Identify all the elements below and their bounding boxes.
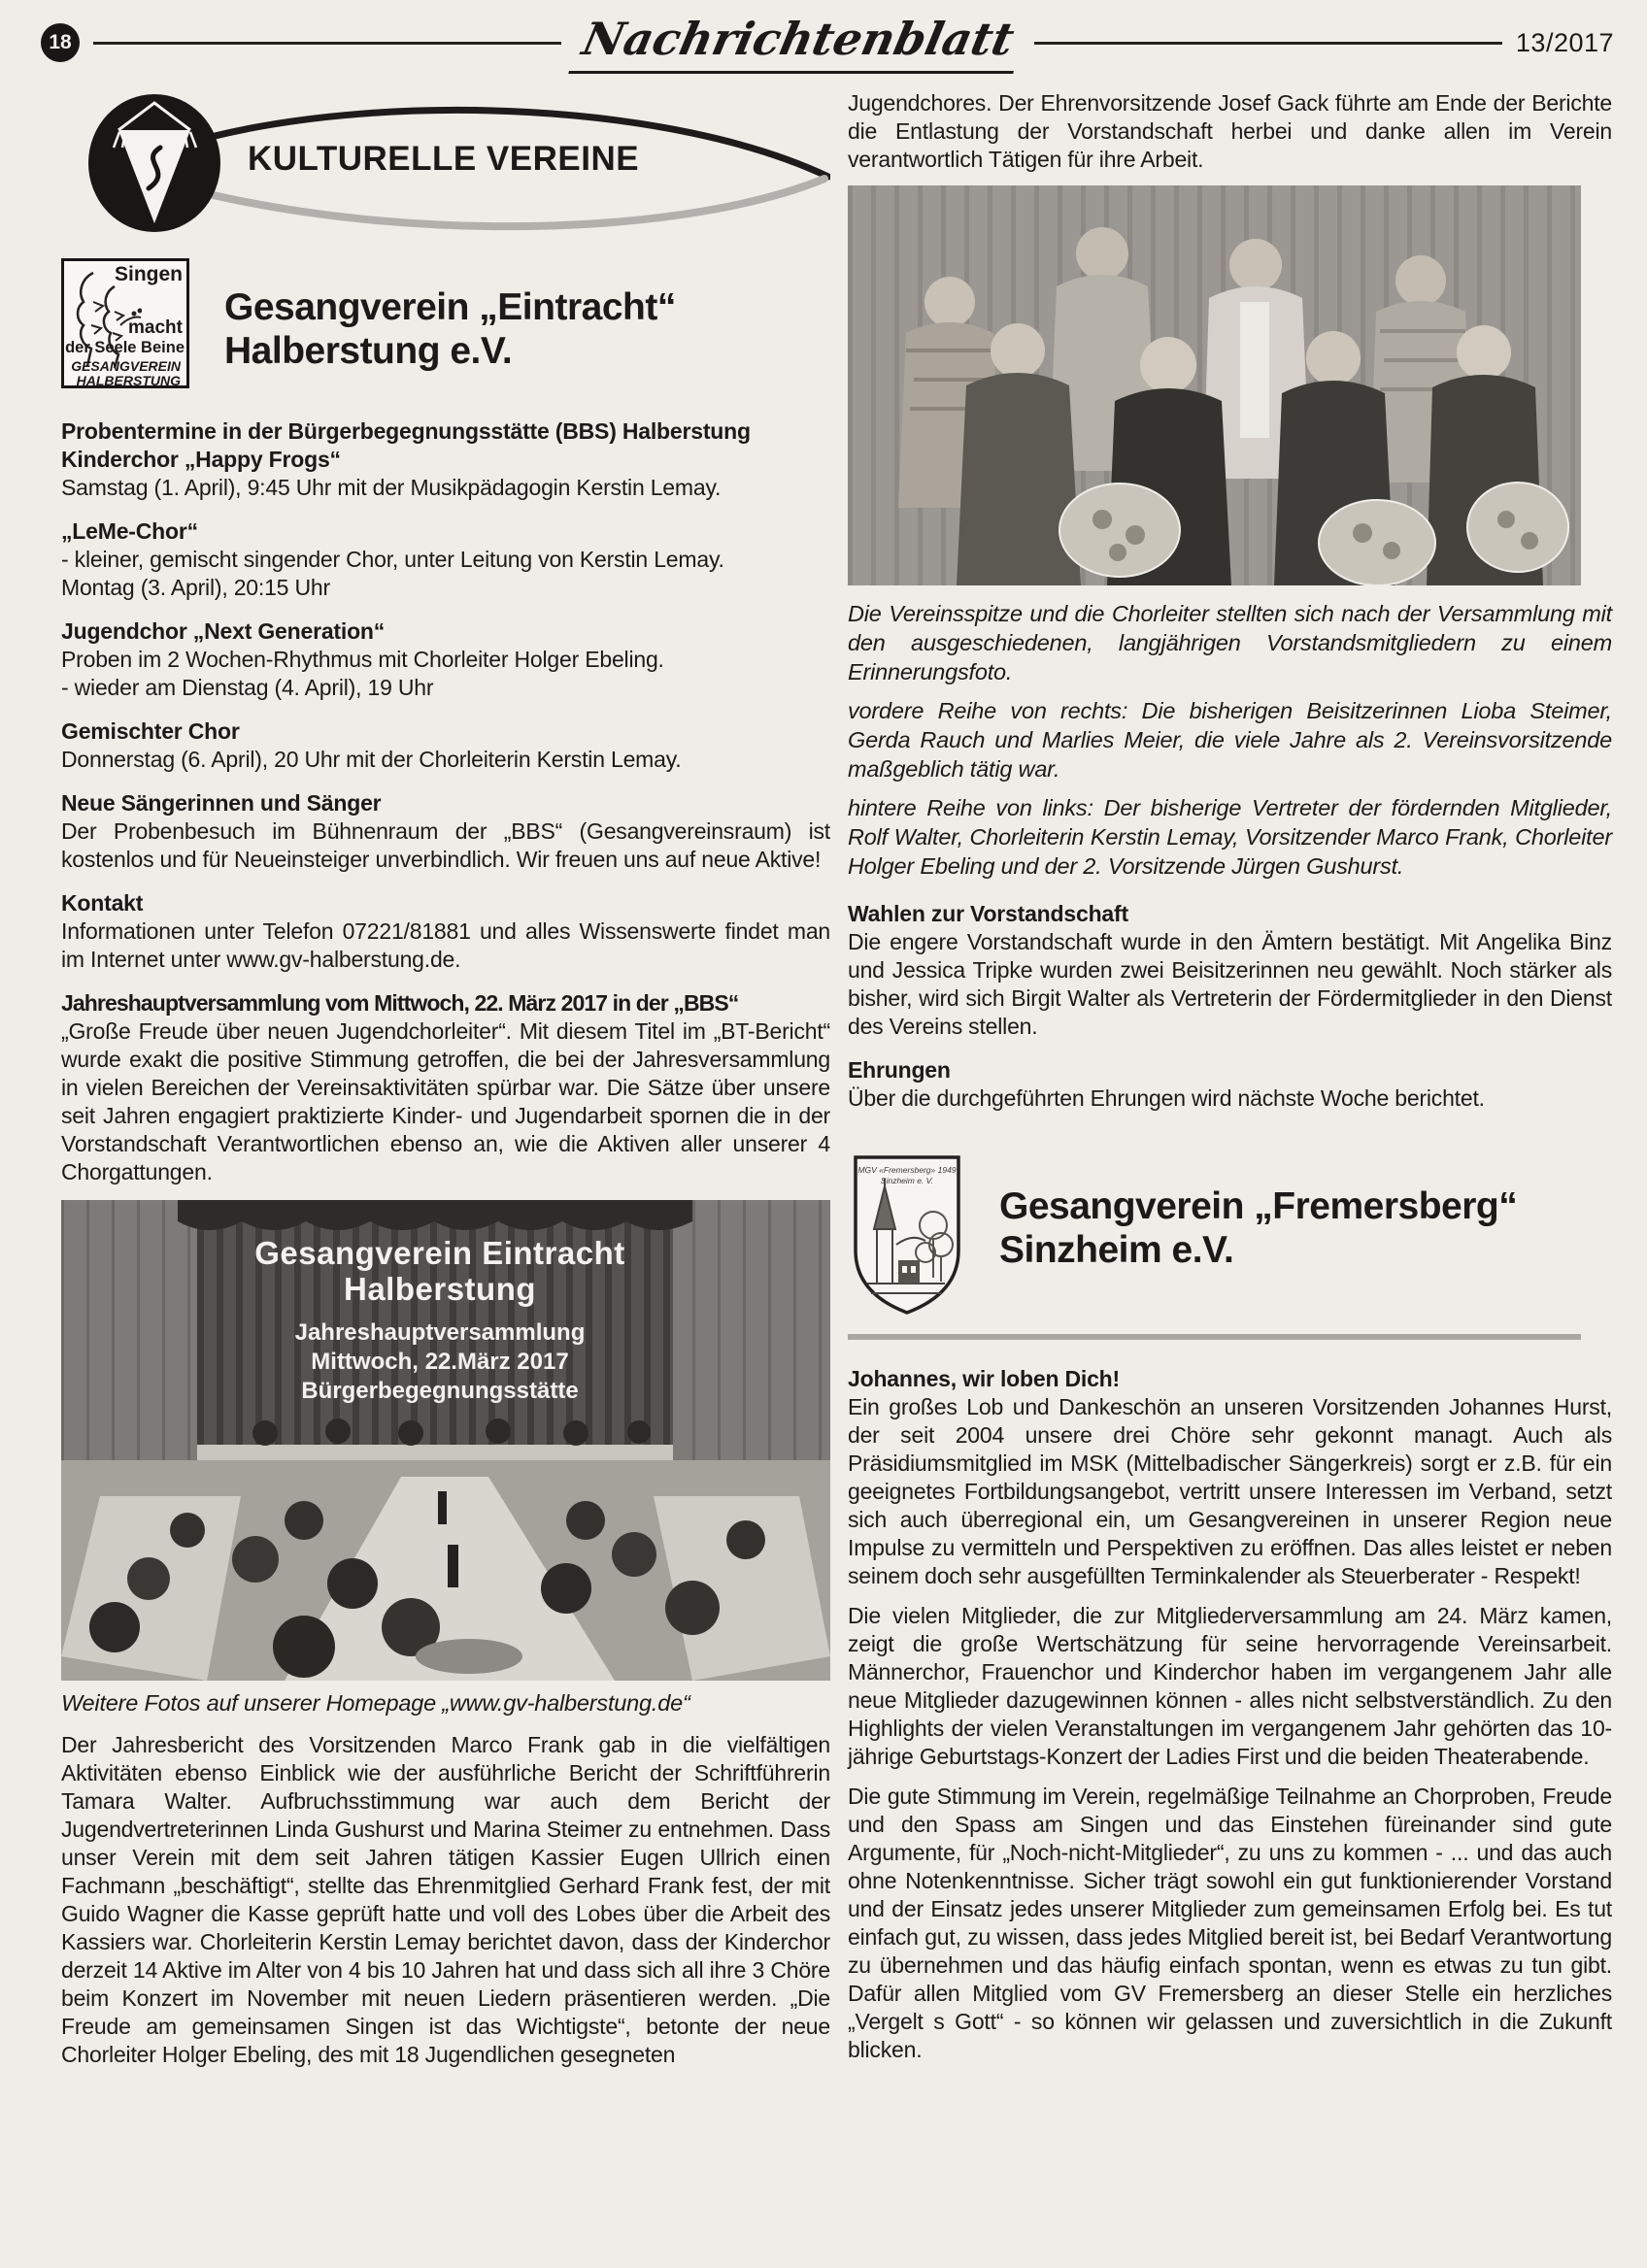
heading-neue-saenger: Neue Sängerinnen und Sänger [61,790,382,816]
heading-johannes: Johannes, wir loben Dich! [848,1366,1120,1391]
heading-ehrungen: Ehrungen [848,1057,951,1083]
content-columns [61,78,1612,2069]
heading-wahlen: Wahlen zur Vorstandschaft [848,901,1128,926]
right-column [848,78,1612,2064]
text-neue-saenger: Der Probenbesuch im Bühnenraum der „BBS“ (Gesangvereinsraum) ist kostenlos und für Neueinsteiger unverbindlich. Wir freuen uns auf neue Aktive! [61,818,830,872]
photo-banner-line4: Mittwoch, 22.März 2017 [311,1349,569,1375]
photo-banner-line2: Halberstung [343,1271,537,1307]
meeting-hall-photo [61,1200,830,1681]
group-photo-caption [848,599,1612,881]
text-continuation: Jugendchores. Der Ehrenvorsitzende Josef Gack führte am Ende der Berichte die Entlastung der Vorstandschaft herbei und danke allen im Verein verantwortlich Tätigen für ihre Arbeit. [848,90,1612,172]
text-jugendchor-1: Proben im 2 Wochen-Rhythmus mit Chorleiter Holger Ebeling. [61,647,664,672]
photo-banner-line3: Jahreshauptversammlung [294,1319,586,1346]
club-title-line2: Halberstung e.V. [224,330,513,372]
fremersberg-title-line2: Sinzheim e.V. [999,1229,1234,1271]
text-johannes-2: Die vielen Mitglieder, die zur Mitgliederversammlung am 24. März kamen, zeigt die große Wertschätzung für seine hervorragende Vereinsarbeit. Männerchor, Frauenchor und Kinderchor haben im vergangenem Jahr alle neue Mitglieder dazugewinnen können - alles nicht selbstverständlich. Zu den Highlights der vielen Veranstaltungen im vergangenem Jahr gehörten das 10-jährige Geburtstags-Konzert der Ladies First und die beiden Theaterabende. [848,1603,1612,1769]
group-photo-scene [848,185,1581,585]
page-header [41,12,1614,74]
section-title: KULTURELLE VEREINE [248,140,640,178]
heading-kinderchor: Kinderchor „Happy Frogs“ [61,447,341,472]
text-gemischter-chor: Donnerstag (6. April), 20 Uhr mit der Chorleiterin Kerstin Lemay. [61,747,682,772]
logo-text-macht: macht [128,317,183,338]
club-title-line1: Gesangverein „Eintracht“ [224,286,676,328]
group-photo-caption-2: vordere Reihe von rechts: Die bisherigen Beisitzerinnen Lioba Steimer, Gerda Rauch und Marlies Meier, die viele Jahre als 2. Vereinsvorsitzende maßgeblich tätig war. [848,698,1612,782]
photo-banner-line5: Bürgerbegegnungsstätte [301,1378,579,1404]
group-photo-caption-1: Die Vereinsspitze und die Chorleiter stellten sich nach der Versammlung mit den ausgeschiedenen, langjährigen Vorstandsmitgliedern zu einem Erinnerungsfoto. [848,601,1612,684]
crest-text-line1: MGV «Fremersberg» 1949 [857,1165,957,1175]
fremersberg-title [999,1184,1517,1272]
heading-probentermine: Probentermine in der Bürgerbegegnungsstätte (BBS) Halberstung [61,418,751,444]
logo-text-halberstung: HALBERSTUNG [76,373,181,388]
kulturelle-vereine-banner [61,87,830,235]
group-photo-caption-3: hintere Reihe von links: Der bisherige Vertreter der fördernden Mitglieder, Rolf Walter, Chorleiterin Kerstin Lemay, Vorsitzender Marco Frank, Chorleiter Holger Ebeling und der 2. Vorsitzende Jürgen Gushurst. [848,795,1612,879]
header-rule-left [93,42,561,45]
text-jahresbericht: Der Jahresbericht des Vorsitzenden Marco Frank gab in die vielfältigen Aktivitäten ebenso Einblick wie der ausführliche Bericht der Schriftführerin Tamara Walter. Aufbruchsstimmung war auch dem Bericht der Jugendvertreterinnen Linda Gushurst und Marina Steimer zu entnehmen. Dass unser Verein mit dem seit Jahren tätigen Kassier Eugen Ullrich einen Fachmann „beschäftigt“, stellte das Ehrenmitglied Gerhard Frank fest, der mit Guido Wagner die Kasse geprüft hatte und voll des Lobes über die Arbeit des Kassiers war. Chorleiterin Kerstin Lemay berichtet davon, dass der Kinderchor derzeit 14 Aktive im Alter von 4 bis 10 Jahren hat und dass sich all ihre 3 Chöre beim Konzert im November mit neuen Liedern präsentieren werden. „Die Freude am gemeinsamen Singen ist das Wichtigste“, betonte der neue Chorleiter Holger Ebeling, des mit 18 Jugendlichen gesegneten [61,1732,830,2067]
fremersberg-title-line1: Gesangverein „Fremersberg“ [999,1185,1518,1227]
eintracht-logo-icon [61,258,189,388]
group-photo [848,185,1581,585]
hall-photo-caption: Weitere Fotos auf unserer Homepage „www.gv-halberstung.de“ [61,1690,690,1716]
heading-gemischter-chor: Gemischter Chor [61,718,240,744]
issue-number: 13/2017 [1515,27,1615,57]
text-jugendchor-2: - wieder am Dienstag (4. April), 19 Uhr [61,675,434,700]
left-column [61,78,830,2069]
text-jahreshauptversammlung: „Große Freude über neuen Jugendchorleiter“. Mit diesem Titel im „BT-Bericht“ wurde exakt die positive Stimmung getroffen, die bei der Jahresversammlung in vielen Bereichen der Vereinsaktivitäten spürbar war. Die Sätze über unsere seit Jahren engagiert praktizierte Kinder- und Jugendarbeit spornen die in der Vorstandschaft Verantwortlichen ebenso an, wie die Aktiven aller unserer 4 Chorgattungen. [61,1018,830,1184]
eintracht-club-header [61,258,830,388]
crest-text-line2: Sinzheim e. V. [880,1176,934,1185]
page-number-badge [41,23,80,62]
heading-jahreshauptversammlung: Jahreshauptversammlung vom Mittwoch, 22. März 2017 in der „BBS“ [61,990,739,1016]
page-number: 18 [49,31,72,53]
header-rule-right [1034,42,1502,45]
text-ehrungen: Über die durchgeführten Ehrungen wird nächste Woche berichtet. [848,1085,1485,1111]
masthead-title: Nachrichtenblatt [569,13,1027,74]
logo-text-seele: der Seele Beine [65,339,185,356]
text-johannes-3: Die gute Stimmung im Verein, regelmäßige Teilnahme an Chorproben, Freude und den Spass am Singen und das Einstehen füreinander sind gute Argumente, für „Noch-nicht-Mitglieder“, zu uns zu kommen - ... und das auch ohne Notenkenntnisse. Sicher trägt sowohl ein gut funktionierender Vorstand und der Einsatz jedes unserer Mitglieder zum gemeinsamen Erfolg bei. Es tut einfach gut, zu wissen, dass jedes Mitglied bereit ist, bei Bedarf Verantwortung zu übernehmen und das häufig einfach spontan, wenn es etwas zu tun gibt. Dafür allen Mitglied vom GV Fremersberg an dieser Stelle ein herzliches „Vergelt s Gott“ - so können wir gelassen und zuversichtlich in die Zukunft blicken. [848,1784,1612,2062]
heading-kontakt: Kontakt [61,890,144,916]
club-title [224,285,676,373]
text-leme-chor-2: Montag (3. April), 20:15 Uhr [61,575,330,600]
fremersberg-crest-icon [848,1151,966,1318]
fremersberg-club-header [848,1151,1612,1318]
logo-text-gesangverein: GESANGVEREIN [71,358,181,374]
photo-banner-line1: Gesangverein Eintracht [254,1235,625,1271]
text-johannes-1: Ein großes Lob und Dankeschön an unseren Vorsitzenden Johannes Hurst, der seit 2004 unsere drei Chöre sehr gekonnt managt. Auch als Präsidiumsmitglied im MSK (Mittelbadischer Sängerkreis) sorgt er z.B. für ein geeignetes Fortbildungsangebot, vertritt unsere Interessen im Verband, setzt sich auch überregional ein, um Gesangvereinen in unserer Region neue Impulse zu vermitteln und Perspektiven zu eröffnen. Das alles leistet er neben seinem doch sehr ausgefüllten Terminkalender als Steuerberater - Respekt! [848,1394,1612,1588]
heading-leme-chor: „LeMe-Chor“ [61,518,198,544]
photo-banner-text [226,1235,654,1406]
text-wahlen: Die engere Vorstandschaft wurde in den Ämtern bestätigt. Mit Angelika Binz und Jessica Tripke wurden zwei Beisitzerinnen neu gewählt. Noch stärker als bisher, wird sich Birgit Walter als Vertreterin der Fördermitglieder in den Dienst des Vereins stellen. [848,929,1612,1039]
logo-text-singen: Singen [114,263,183,285]
heading-jugendchor: Jugendchor „Next Generation“ [61,618,386,644]
text-leme-chor-1: - kleiner, gemischt singender Chor, unter Leitung von Kerstin Lemay. [61,547,724,572]
text-kontakt: Informationen unter Telefon 07221/81881 und alles Wissenswerte findet man im Internet unter www.gv-halberstung.de. [61,918,830,972]
fremersberg-divider [848,1334,1581,1340]
text-kinderchor: Samstag (1. April), 9:45 Uhr mit der Musikpädagogin Kerstin Lemay. [61,475,722,500]
